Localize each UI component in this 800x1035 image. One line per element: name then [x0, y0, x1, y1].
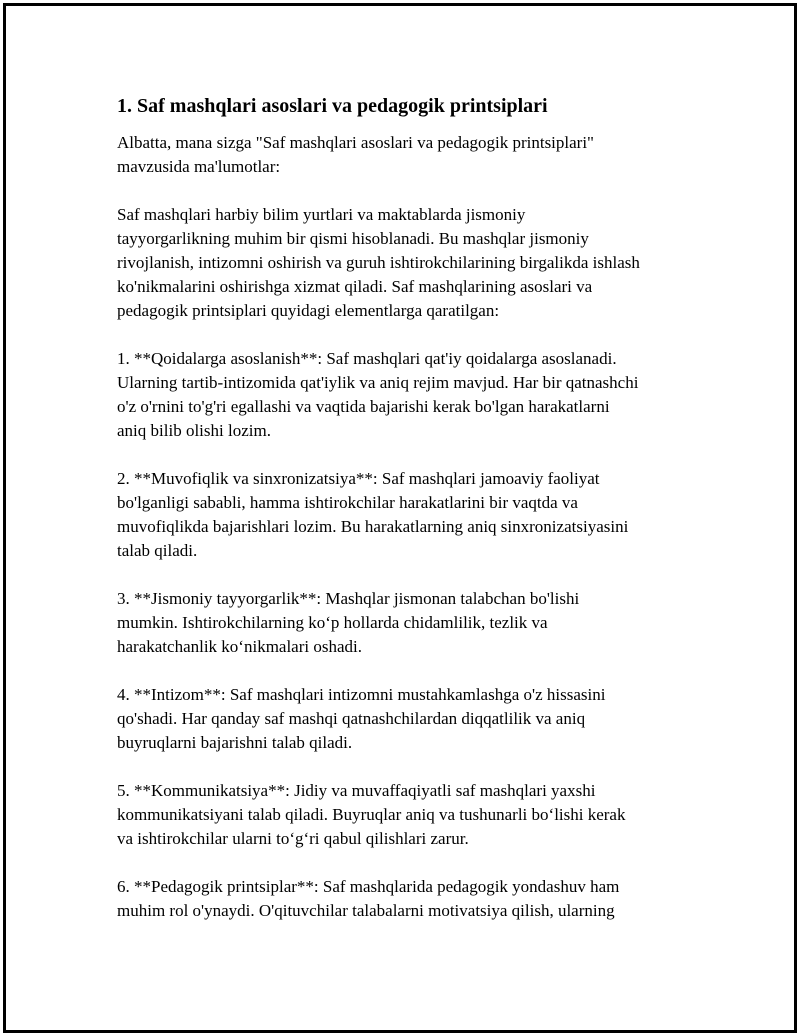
text-line: qo'shadi. Har qanday saf mashqi qatnashchilardan diqqatlilik va aniq	[117, 709, 586, 728]
text-line: Ularning tartib-intizomida qat'iylik va aniq rejim mavjud. Har bir qatnashchi	[117, 373, 639, 392]
text-line: Albatta, mana sizga "Saf mashqlari asoslari va pedagogik printsiplari"	[117, 133, 594, 152]
text-line: buyruqlarni bajarishni talab qiladi.	[117, 733, 353, 752]
text-line: 2. **Muvofiqlik va sinxronizatsiya**: Saf mashqlari jamoaviy faoliyat	[117, 469, 600, 488]
text-line: aniq bilib olishi lozim.	[117, 421, 271, 440]
text-line: va ishtirokchilar ularni to‘g‘ri qabul qilishlari zarur.	[117, 829, 469, 848]
text-line: 3. **Jismoniy tayyorgarlik**: Mashqlar jismonan talabchan bo'lishi	[117, 589, 580, 608]
document-body	[117, 93, 707, 947]
text-line: muhim rol o'ynaydi. O'qituvchilar talabalarni motivatsiya qilish, ularning	[117, 901, 615, 920]
text-line: mumkin. Ishtirokchilarning ko‘p hollarda chidamlilik, tezlik va	[117, 613, 548, 632]
text-line: harakatchanlik ko‘nikmalari oshadi.	[117, 637, 362, 656]
list-item-1	[117, 347, 707, 443]
section-heading: 1. Saf mashqlari asoslari va pedagogik printsiplari	[117, 95, 548, 117]
list-item-4	[117, 683, 707, 755]
overview-paragraph	[117, 203, 707, 323]
text-line: kommunikatsiyani talab qiladi. Buyruqlar aniq va tushunarli bo‘lishi kerak	[117, 805, 626, 824]
text-line: o'z o'rnini to'g'ri egallashi va vaqtida bajarishi kerak bo'lgan harakatlarni	[117, 397, 610, 416]
text-line: mavzusida ma'lumotlar:	[117, 157, 281, 176]
text-line: ko'nikmalarini oshirishga xizmat qiladi. Saf mashqlarining asoslari va	[117, 277, 593, 296]
text-line: rivojlanish, intizomni oshirish va guruh ishtirokchilarining birgalikda ishlash	[117, 253, 640, 272]
text-line: 4. **Intizom**: Saf mashqlari intizomni mustahkamlashga o'z hissasini	[117, 685, 606, 704]
list-item-3	[117, 587, 707, 659]
list-item-5	[117, 779, 707, 851]
list-item-6	[117, 875, 707, 923]
text-line: muvofiqlikda bajarishlari lozim. Bu harakatlarning aniq sinxronizatsiyasini	[117, 517, 629, 536]
intro-paragraph	[117, 131, 707, 179]
list-item-2	[117, 467, 707, 563]
text-line: 5. **Kommunikatsiya**: Jidiy va muvaffaqiyatli saf mashqlari yaxshi	[117, 781, 596, 800]
text-line: tayyorgarlikning muhim bir qismi hisoblanadi. Bu mashqlar jismoniy	[117, 229, 589, 248]
text-line: 6. **Pedagogik printsiplar**: Saf mashqlarida pedagogik yondashuv ham	[117, 877, 620, 896]
text-line: talab qiladi.	[117, 541, 198, 560]
text-line: bo'lganligi sababli, hamma ishtirokchilar harakatlarini bir vaqtda va	[117, 493, 578, 512]
text-line: 1. **Qoidalarga asoslanish**: Saf mashqlari qat'iy qoidalarga asoslanadi.	[117, 349, 617, 368]
text-line: pedagogik printsiplari quyidagi elementlarga qaratilgan:	[117, 301, 500, 320]
text-line: Saf mashqlari harbiy bilim yurtlari va maktablarda jismoniy	[117, 205, 526, 224]
